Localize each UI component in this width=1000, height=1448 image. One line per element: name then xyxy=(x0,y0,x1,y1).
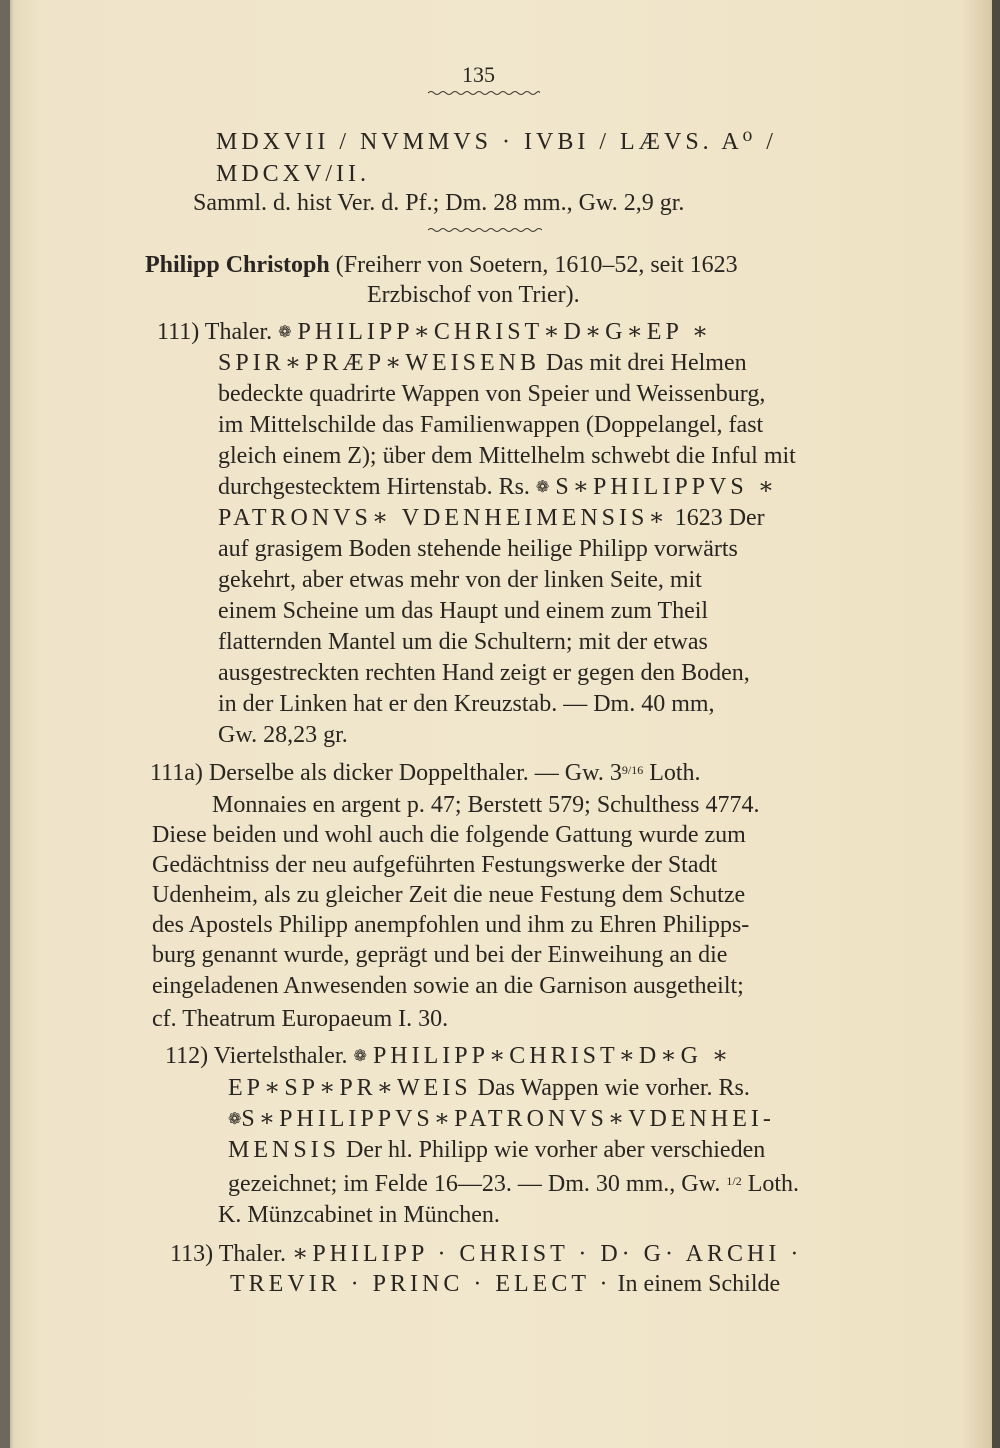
note-line8: cf. Theatrum Europaeum I. 30. xyxy=(152,1006,449,1032)
entry-111-line9: gekehrt, aber etwas mehr von der linken Seite, mit xyxy=(218,567,702,593)
heading-line1 xyxy=(145,251,738,279)
entry-111-line6 xyxy=(218,473,778,502)
note-line4: Udenheim, als zu gleicher Zeit die neue Festung dem Schutze xyxy=(152,882,746,908)
entry-number: 111a) xyxy=(150,760,203,786)
page-number: 135 xyxy=(462,62,495,87)
fraction: 1/2 xyxy=(726,1174,742,1188)
fraction: 9/16 xyxy=(621,763,644,777)
entry-number: 111) xyxy=(157,319,200,345)
entry-112-line3 xyxy=(228,1105,775,1134)
wavy-rule-top xyxy=(428,90,540,96)
note-line5: des Apostels Philipp anempfohlen und ihm zu Ehren Philipps- xyxy=(152,912,750,938)
coin-type: Viertelsthaler. xyxy=(213,1043,348,1069)
top-legend-line1: MDXVII / NVMMVS · IVBI / LÆVS. A⁰ / xyxy=(216,129,777,155)
heading-rest: (Freiherr von Soetern, 1610–52, seit 1623 xyxy=(329,252,738,278)
entry-111-line12: ausgestreckten rechten Hand zeigt er gegen den Boden, xyxy=(218,660,750,686)
entry-113-line1 xyxy=(170,1240,802,1268)
note-line1: Monnaies en argent p. 47; Berstett 579; Schulthess 4774. xyxy=(212,792,760,818)
description: Das mit drei Helmen xyxy=(540,350,747,376)
rosette-icon: ❁ xyxy=(278,324,292,341)
coin-legend: PHILIPP∗CHRIST∗D∗G∗EP ∗ xyxy=(297,319,713,345)
description: Derselbe als dicker Doppelthaler. — Gw. 3 xyxy=(208,760,622,786)
top-legend-line2: MDCXV/II. xyxy=(216,161,370,187)
entry-111-line10: einem Scheine um das Haupt und einem zum Theil xyxy=(218,598,709,624)
entry-112-line2 xyxy=(228,1074,750,1102)
entry-111-line2 xyxy=(218,349,747,377)
coin-legend: EP∗SP∗PR∗WEIS xyxy=(228,1075,472,1101)
note-line6: burg genannt wurde, geprägt und bei der Einweihung an die xyxy=(152,942,728,968)
entry-111-line11: flatternden Mantel um die Schultern; mit der etwas xyxy=(218,629,708,655)
source-1: Samml. d. hist Ver. d. Pf.; Dm. 28 mm., Gw. 2,9 gr. xyxy=(193,190,685,216)
coin-type: Thaler. xyxy=(218,1241,286,1267)
wavy-rule-section xyxy=(428,227,542,233)
coin-legend: MENSIS xyxy=(228,1137,341,1163)
description: Der hl. Philipp wie vorher aber verschieden xyxy=(340,1137,766,1163)
description: 1623 Der xyxy=(668,505,765,531)
binding-shadow xyxy=(0,0,10,1448)
entry-113-line2 xyxy=(230,1270,780,1298)
description: Das Wappen wie vorher. Rs. xyxy=(471,1075,750,1101)
note-line7: eingeladenen Anwesenden sowie an die Garnison ausgetheilt; xyxy=(152,973,744,999)
coin-legend: SPIR∗PRÆP∗WEISENB xyxy=(218,350,541,376)
entry-112-source: K. Münzcabinet in München. xyxy=(218,1202,500,1228)
description: gezeichnet; im Felde 16—23. — Dm. 30 mm., Gw. xyxy=(228,1171,721,1197)
rosette-icon: ❁ xyxy=(228,1111,242,1128)
note-line3: Gedächtniss der neu aufgeführten Festungswerke der Stadt xyxy=(152,852,718,878)
heading-name: Philipp Christoph xyxy=(145,252,330,278)
rosette-icon: ❁ xyxy=(353,1048,367,1065)
coin-legend: TREVIR · PRINC · ELECT · xyxy=(230,1271,612,1297)
entry-number: 112) xyxy=(165,1043,209,1069)
entry-112-line1 xyxy=(165,1042,732,1071)
heading-line2: Erzbischof von Trier). xyxy=(367,282,580,308)
entry-111-line3: bedeckte quadrirte Wappen von Speier und Weissenburg, xyxy=(218,381,766,407)
description: durchgestecktem Hirtenstab. Rs. xyxy=(218,474,530,500)
entry-number: 113) xyxy=(170,1241,214,1267)
coin-type: Thaler. xyxy=(204,319,273,345)
entry-111-line13: in der Linken hat er den Kreuzstab. — Dm. 40 mm, xyxy=(218,691,715,717)
entry-111-line5: gleich einem Z); über dem Mittelhelm schwebt die Inful mit xyxy=(218,443,796,469)
coin-legend: ∗PHILIPP · CHRIST · D· G· ARCHI · xyxy=(292,1241,803,1267)
entry-111-line7 xyxy=(218,504,765,532)
entry-111-line1 xyxy=(157,318,712,347)
description-end: Loth. xyxy=(741,1171,800,1197)
entry-111-line8: auf grasigem Boden stehende heilige Philipp vorwärts xyxy=(218,536,738,562)
coin-legend: S∗PHILIPPVS ∗ xyxy=(555,474,778,500)
entry-111a xyxy=(150,756,701,787)
entry-112-line4 xyxy=(228,1136,765,1164)
coin-legend: PHILIPP∗CHRIST∗D∗G ∗ xyxy=(372,1043,733,1069)
entry-111-line14: Gw. 28,23 gr. xyxy=(218,722,348,748)
rosette-icon: ❁ xyxy=(535,479,550,496)
page-edge xyxy=(992,0,1000,1448)
description: In einem Schilde xyxy=(611,1271,781,1297)
coin-legend: PATRONVS∗ VDENHEIMENSIS∗ xyxy=(218,505,669,531)
description-end: Loth. xyxy=(643,760,701,786)
note-line2: Diese beiden und wohl auch die folgende Gattung wurde zum xyxy=(152,822,746,848)
entry-111-line4: im Mittelschilde das Familienwappen (Doppelangel, fast xyxy=(218,412,764,438)
coin-legend: S∗PHILIPPVS∗PATRONVS∗VDENHEI- xyxy=(241,1106,775,1132)
entry-112-line5 xyxy=(228,1167,799,1198)
